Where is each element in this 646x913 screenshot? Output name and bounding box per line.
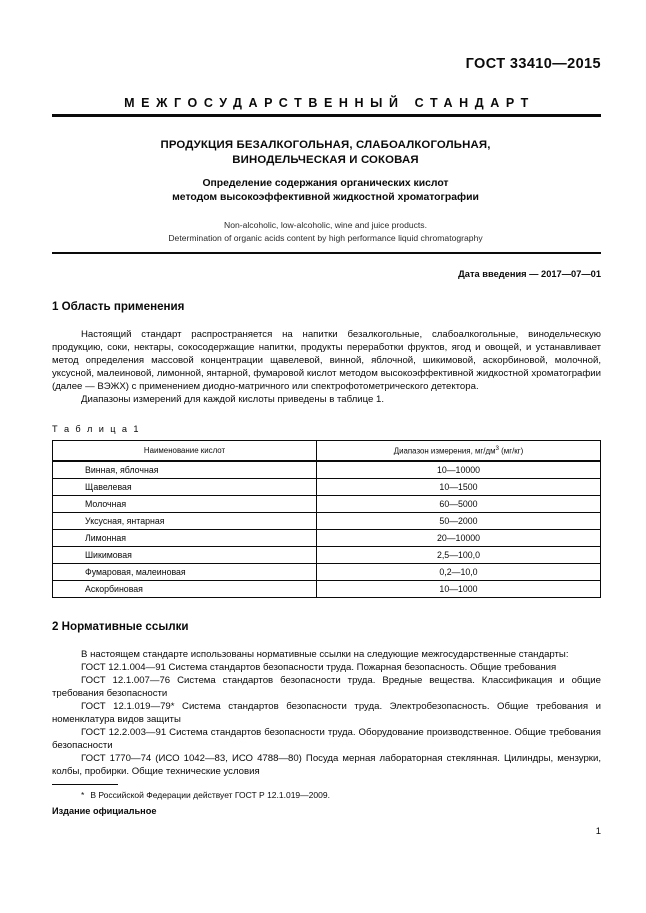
cell-measurement-range: 0,2—10,0 [317, 563, 601, 580]
edition-label: Издание официальное [52, 806, 157, 816]
table-row [53, 461, 601, 479]
standard-banner [52, 96, 601, 117]
document-body [52, 300, 601, 779]
table-body [53, 461, 601, 598]
cell-acid-name: Лимонная [53, 529, 317, 546]
cell-acid-name: Винная, яблочная [53, 461, 317, 479]
english-title-line-1: Non-alcoholic, low-alcoholic, wine and juice products. [223, 220, 427, 230]
cell-measurement-range: 10—10000 [317, 461, 601, 479]
table-row [53, 546, 601, 563]
cell-acid-name: Аскорбиновая [53, 580, 317, 597]
page-number: 1 [595, 826, 601, 837]
range-header-superscript: 3 [495, 444, 499, 452]
document-subtitle-line-2: методом высокоэффективной жидкостной хроматографии [172, 192, 479, 203]
section-2-wrapper [52, 620, 601, 779]
table-row [53, 478, 601, 495]
title-block [60, 138, 591, 244]
spacer [52, 313, 601, 328]
banner-label: МЕЖГОСУДАРСТВЕННЫЙ СТАНДАРТ [124, 96, 535, 110]
range-header-prefix: Диапазон измерения, мг/дм [393, 446, 496, 456]
cell-measurement-range: 10—1500 [317, 478, 601, 495]
normative-reference-item: ГОСТ 12.1.004—91 Система стандартов безопасности труда. Пожарная безопасность. Общие требования [81, 661, 557, 673]
table-row [53, 512, 601, 529]
document-title [60, 138, 591, 168]
table-caption: Т а б л и ц а 1 [52, 423, 141, 434]
document-subtitle [60, 177, 591, 205]
cell-acid-name: Фумаровая, малеиновая [53, 563, 317, 580]
document-title-line-1: ПРОДУКЦИЯ БЕЗАЛКОГОЛЬНАЯ, СЛАБОАЛКОГОЛЬНАЯ, [160, 139, 491, 151]
document-title-english [60, 219, 591, 244]
cell-acid-name: Молочная [53, 495, 317, 512]
cell-measurement-range: 2,5—100,0 [317, 546, 601, 563]
column-header-acid-name: Наименование кислот [53, 440, 317, 461]
footnote-content [52, 789, 601, 801]
section-1-paragraph-2: Диапазоны измерений для каждой кислоты приведены в таблице 1. [81, 394, 385, 406]
normative-reference-item: ГОСТ 12.1.019—79* Система стандартов безопасности труда. Электробезопасность. Общие требования и номенклатура видов защиты [52, 700, 601, 726]
document-title-line-2: ВИНОДЕЛЬЧЕСКАЯ И СОКОВАЯ [232, 154, 419, 166]
table-row [53, 529, 601, 546]
standard-number: ГОСТ 33410—2015 [465, 56, 601, 72]
normative-reference-item: ГОСТ 12.2.003—91 Система стандартов безопасности труда. Оборудование производственное. Общие требования безопасности [52, 727, 601, 752]
banner-divider [52, 114, 601, 117]
table-header-row [53, 440, 601, 461]
table-row [53, 495, 601, 512]
table-row [53, 580, 601, 597]
footnote [52, 784, 601, 801]
cell-acid-name: Уксусная, янтарная [53, 512, 317, 529]
document-subtitle-line-1: Определение содержания органических кислот [202, 178, 449, 189]
range-header-suffix: (мг/кг) [498, 446, 524, 456]
section-1-paragraph-1: Настоящий стандарт распространяется на напитки безалкогольные, слабоалкогольные, винодельческую продукцию, соки, нектары, сокосодержащие напитки, продукты переработки фруктов, ягод и овощей, и устанавливает метод определения массовой концентрации щавелевой, винной, яблочной, шикимовой, аскорбиновой, молочной, уксусной, малеиновой, лимонной, янтарной, фумаровой кислот методом высокоэффективной жидкостной хроматографии (далее — ВЭЖХ) с применением диодно-матричного или спектрофотометрического детектора. [52, 329, 601, 393]
introduction-date: Дата введения — 2017—07—01 [458, 269, 601, 279]
footnote-marker: * [81, 790, 85, 800]
cell-measurement-range: 60—5000 [317, 495, 601, 512]
normative-references-list [52, 661, 601, 779]
cell-measurement-range: 10—1000 [317, 580, 601, 597]
column-header-measurement-range [317, 440, 601, 461]
spacer [52, 633, 601, 648]
cell-acid-name: Шикимовая [53, 546, 317, 563]
normative-reference-item: ГОСТ 12.1.007—76 Система стандартов безопасности труда. Вредные вещества. Классификация и общие требования безопасности [52, 674, 601, 699]
normative-reference-item: ГОСТ 1770—74 (ИСО 1042—83, ИСО 4788—80) Посуда мерная лабораторная стеклянная. Цилиндры, мензурки, колбы, пробирки. Общие технические условия [52, 753, 601, 778]
cell-measurement-range: 50—2000 [317, 512, 601, 529]
footnote-divider [52, 784, 118, 785]
section-2-intro: В настоящем стандарте использованы нормативные ссылки на следующие межгосударственные стандарты: [81, 648, 569, 660]
header-divider [52, 252, 601, 254]
english-title-line-2: Determination of organic acids content by high performance liquid chromatography [168, 232, 483, 243]
cell-acid-name: Щавелевая [53, 478, 317, 495]
acids-range-table [52, 440, 601, 598]
section-2-heading: 2 Нормативные ссылки [52, 619, 189, 633]
cell-measurement-range: 20—10000 [317, 529, 601, 546]
section-1-heading: 1 Область применения [52, 300, 185, 313]
table-row [53, 563, 601, 580]
footnote-text: В Российской Федерации действует ГОСТ Р 12.1.019—2009. [90, 790, 330, 800]
table-header [53, 440, 601, 461]
